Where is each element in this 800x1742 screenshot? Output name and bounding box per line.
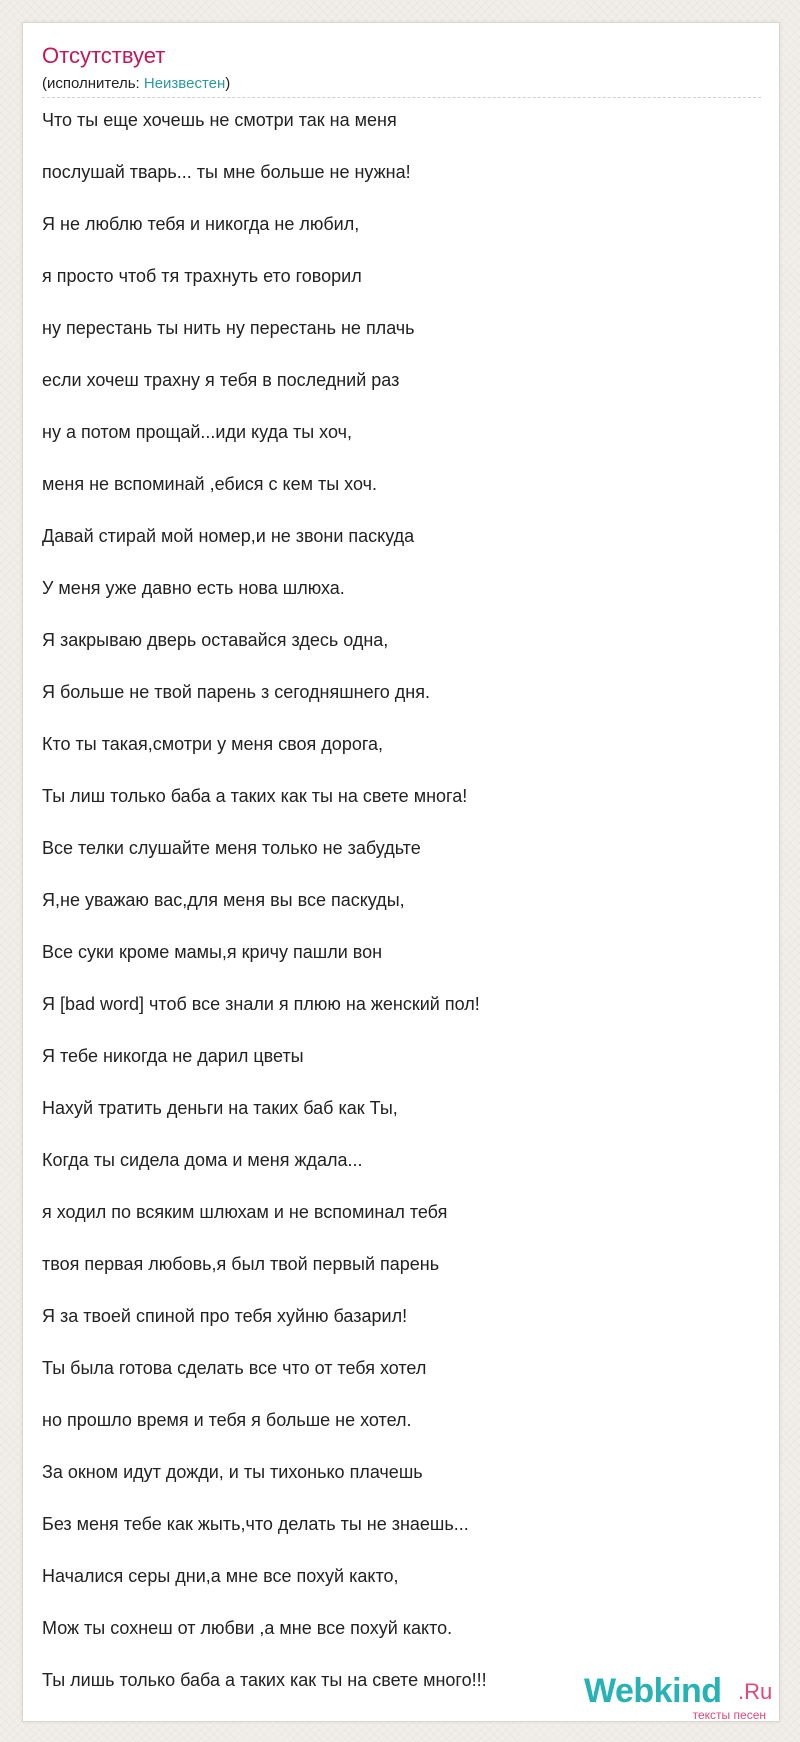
lyrics-page [22, 22, 780, 1722]
lyric-line: Я закрываю дверь оставайся здесь одна, [42, 630, 389, 650]
song-title: Отсутствует [42, 43, 166, 68]
logo-tagline: тексты песен [692, 1708, 766, 1722]
lyric-line: я просто чтоб тя трахнуть ето говорил [42, 266, 362, 286]
lyric-line: но прошло время и тебя я больше не хотел. [42, 1410, 412, 1430]
lyric-line: Что ты еще хочешь не смотри так на меня [42, 110, 397, 130]
artist-suffix: ) [225, 75, 231, 92]
artist-link[interactable]: Неизвестен [143, 75, 226, 92]
lyric-line: Все телки слушайте меня только не забудьте [42, 838, 421, 858]
lyric-line: За окном идут дожди, и ты тихонько плачешь [42, 1462, 423, 1482]
lyric-line: если хочеш трахну я тебя в последний раз [42, 370, 400, 390]
logo-main-text: Webkind [584, 1672, 722, 1710]
artist-prefix: (исполнитель: [42, 75, 144, 92]
lyric-line: Кто ты такая,смотри у меня своя дорога, [42, 734, 384, 754]
lyric-line: я ходил по всяким шлюхам и не вспоминал тебя [42, 1202, 448, 1222]
lyric-line: Давай стирай мой номер,и не звони паскуда [42, 526, 415, 546]
lyric-line: У меня уже давно есть нова шлюха. [42, 578, 345, 598]
lyric-line: Мож ты сохнеш от любви ,а мне все похуй както. [42, 1618, 453, 1638]
lyric-line: Я больше не твой парень з сегодняшнего дня. [42, 682, 430, 702]
lyric-line: ну перестань ты нить ну перестань не плачь [42, 318, 415, 338]
lyric-line: послушай тварь... ты мне больше не нужна! [42, 162, 411, 182]
lyric-line: Я [bad word] чтоб все знали я плюю на женский пол! [42, 994, 480, 1014]
lyrics-body [42, 107, 742, 1719]
lyric-line: Я тебе никогда не дарил цветы [42, 1046, 304, 1066]
lyric-line: меня не вспоминай ,ебися с кем ты хоч. [42, 474, 377, 494]
lyric-line: Без меня тебе как жыть,что делать ты не знаешь... [42, 1514, 469, 1534]
lyric-line: Все суки кроме мамы,я кричу пашли вон [42, 942, 383, 962]
lyric-line: Я за твоей спиной про тебя хуйню базарил! [42, 1306, 408, 1326]
lyric-line: Ты была готова сделать все что от тебя хотел [42, 1358, 427, 1378]
lyric-line: твоя первая любовь,я был твой первый парень [42, 1254, 440, 1274]
lyric-line: Я,не уважаю вас,для меня вы все паскуды, [42, 890, 405, 910]
lyric-line: Началися серы дни,а мне все похуй както, [42, 1566, 399, 1586]
lyric-line: Ты лиш только баба а таких как ты на свете многа! [42, 786, 468, 806]
site-logo[interactable] [584, 1672, 774, 1722]
lyric-line: Нахуй тратить деньги на таких баб как Ты, [42, 1098, 398, 1118]
artist-line [42, 75, 230, 93]
lyric-line: ну а потом прощай...иди куда ты хоч, [42, 422, 352, 442]
divider [42, 97, 761, 98]
lyric-line: Я не люблю тебя и никогда не любил, [42, 214, 360, 234]
lyric-line: Когда ты сидела дома и меня ждала... [42, 1150, 363, 1170]
lyric-line: Ты лишь только баба а таких как ты на свете много!!! [42, 1670, 487, 1690]
logo-tld-text: .Ru [738, 1679, 773, 1704]
